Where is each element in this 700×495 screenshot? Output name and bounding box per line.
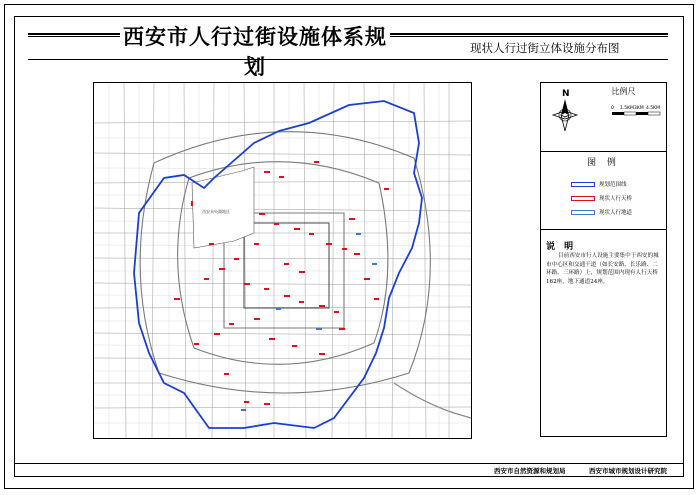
overpass-marker <box>229 323 234 325</box>
overpass-marker <box>224 373 229 375</box>
overpass-marker <box>326 243 332 245</box>
overpass-marker <box>254 243 259 245</box>
overpass-marker <box>284 295 290 297</box>
overpass-marker <box>274 223 279 225</box>
map-subtitle: 现状人行过街立体设施分布图 <box>470 41 620 55</box>
underpass-symbol-icon <box>571 210 595 215</box>
river <box>394 383 471 418</box>
footer-org-2: 西安市城市规划设计研究院 <box>589 467 667 475</box>
legend-panel <box>540 82 667 437</box>
panel-divider <box>541 229 666 230</box>
overpass-marker <box>264 403 270 405</box>
road-network <box>94 83 471 438</box>
footer-rule <box>14 463 684 464</box>
overpass-marker <box>234 258 239 260</box>
legend-item-underpass: 现状人行地道 <box>571 207 632 217</box>
svg-text:4.5KM: 4.5KM <box>646 106 660 111</box>
overpass-marker <box>314 161 319 163</box>
overpass-marker <box>309 233 314 235</box>
overpass-marker <box>269 338 275 340</box>
ring-roads <box>140 132 430 393</box>
overpass-marker <box>299 271 305 273</box>
overpass-marker <box>294 228 300 230</box>
overpass-marker <box>254 318 260 320</box>
legend-item-boundary: 规划范围线 <box>571 179 627 189</box>
underpass-marker <box>316 328 322 330</box>
overpass-marker <box>374 298 379 300</box>
overpass-marker <box>339 328 345 330</box>
svg-text:N: N <box>562 89 570 99</box>
overpass-marker <box>349 218 355 220</box>
overpass-marker <box>319 305 325 307</box>
overpass-marker <box>204 278 209 280</box>
minor-roads <box>94 83 471 438</box>
map-title: 西安市人行过街设施体系规划 <box>120 21 390 81</box>
panel-divider <box>541 151 666 152</box>
overpass-marker <box>209 243 214 245</box>
overpass-marker <box>244 283 250 285</box>
lake-area <box>192 167 254 248</box>
legend-item-overpass: 现状人行天桥 <box>571 193 632 203</box>
underpass-markers <box>241 233 377 411</box>
overpass-marker <box>334 311 339 313</box>
overpass-marker <box>194 343 199 345</box>
subtitle-rule <box>28 59 668 60</box>
underpass-marker <box>241 409 246 411</box>
map-canvas[interactable] <box>93 82 472 439</box>
overpass-marker <box>264 288 269 290</box>
overpass-marker <box>364 278 370 280</box>
lake-area-label: 西安未央湖地区 <box>202 209 230 214</box>
overpass-marker <box>244 401 249 403</box>
overpass-marker <box>284 263 289 265</box>
overpass-marker <box>319 353 325 355</box>
note-title: 说 明 <box>546 242 577 252</box>
overpass-symbol-icon <box>571 196 595 201</box>
footer-org-1: 西安市自然资源和规划局 <box>494 467 566 475</box>
scale-title: 比例尺 <box>611 87 636 96</box>
overpass-marker <box>259 213 265 215</box>
overpass-marker <box>292 345 297 347</box>
svg-text:3KM: 3KM <box>634 106 644 111</box>
svg-text:0: 0 <box>611 106 614 111</box>
overpass-marker <box>354 253 360 255</box>
overpass-marker <box>191 201 193 206</box>
overpass-marker <box>214 333 220 335</box>
boundary-line-icon <box>571 182 595 187</box>
overpass-marker <box>384 188 389 190</box>
overpass-marker <box>264 171 270 173</box>
underpass-marker <box>356 233 361 235</box>
svg-text:1.5KM: 1.5KM <box>620 106 634 111</box>
city-map <box>94 83 471 438</box>
compass-icon <box>545 85 585 139</box>
legend-title: 图 例 <box>587 158 620 168</box>
underpass-marker <box>276 308 281 310</box>
overpass-marker <box>342 248 347 250</box>
overpass-marker <box>299 301 304 303</box>
overpass-marker <box>174 298 180 300</box>
overpass-marker <box>279 176 284 178</box>
underpass-marker <box>372 263 377 265</box>
note-text: 目前西安市行人设施主要集中于西安的城市中心区和交通干道（如长安路、长乐路、二环路、三环路）上，规划范围内现有人行天桥162座，地下通道24座。 <box>546 253 659 285</box>
overpass-marker <box>219 268 225 270</box>
scale-bar <box>611 103 665 125</box>
